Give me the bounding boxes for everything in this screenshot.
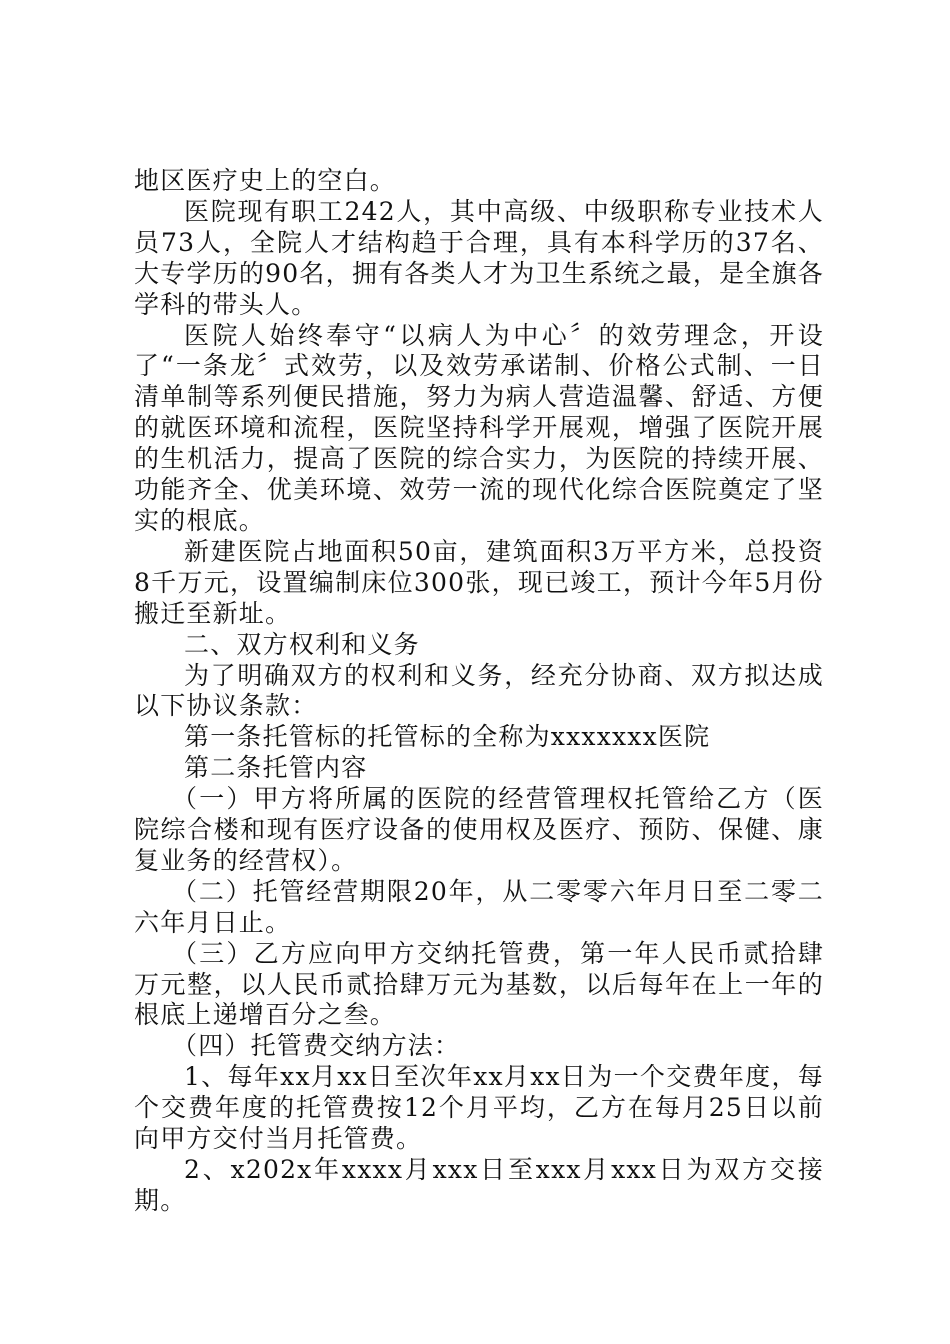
article-1: 第一条托管标的托管标的全称为xxxxxxx医院 xyxy=(184,722,711,752)
clause-3: （三）乙方应向甲方交纳托管费，第一年人民币贰拾肆万元整，以人民币贰拾肆万元为基数，以后每年在上一年的根底上递增百分之叁。 xyxy=(134,938,824,1030)
clause-4: （四）托管费交纳方法： xyxy=(172,1031,461,1061)
paragraph-3: 医院人始终奉守“以病人为中心〞的效劳理念，开设了“一条龙〞式效劳，以及效劳承诺制、价格公式制、一日清单制等系列便民措施，努力为病人营造温馨、舒适、方便的就医环境和流程，医院坚持科学开展观，增强了医院开展的生机活力，提高了医院的综合实力，为医院的持续开展、功能齐全、优美环境、效劳一流的现代化综合医院奠定了坚实的根底。 xyxy=(134,320,824,535)
paragraph-4: 新建医院占地面积50亩，建筑面积3万平方米，总投资8千万元，设置编制床位300张，现已竣工，预计今年5月份搬迁至新址。 xyxy=(134,536,824,628)
item-2: 2、x202x年xxxx月xxx日至xxx月xxx日为双方交接期。 xyxy=(134,1155,824,1215)
section-heading: 二、双方权利和义务 xyxy=(184,629,420,659)
article-2: 第二条托管内容 xyxy=(184,753,368,783)
document-body xyxy=(134,166,824,1217)
item-1: 1、每年xx月xx日至次年xx月xx日为一个交费年度，每个交费年度的托管费按12个月平均，乙方在每月25日以前向甲方交付当月托管费。 xyxy=(134,1062,824,1154)
paragraph-5: 为了明确双方的权利和义务，经充分协商、双方拟达成以下协议条款： xyxy=(134,660,824,721)
clause-2: （二）托管经营期限20年，从二零零六年月日至二零二六年月日止。 xyxy=(134,876,824,937)
clause-1: （一）甲方将所属的医院的经营管理权托管给乙方（医院综合楼和现有医疗设备的使用权及医疗、预防、保健、康复业务的经营权）。 xyxy=(134,784,824,875)
paragraph-2: 医院现有职工242人，其中高级、中级职称专业技术人员73人，全院人才结构趋于合理，具有本科学历的37名、大专学历的90名，拥有各类人才为卫生系统之最，是全旗各学科的带头人。 xyxy=(134,196,824,319)
paragraph-1: 地区医疗史上的空白。 xyxy=(134,166,397,195)
